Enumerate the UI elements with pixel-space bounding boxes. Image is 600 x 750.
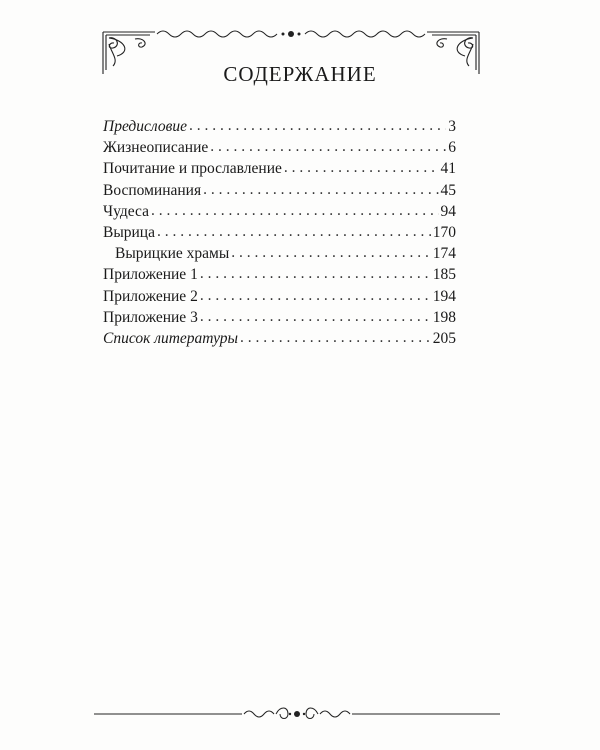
- toc-dot-leader: [151, 202, 439, 220]
- toc-page-number: 198: [432, 308, 456, 326]
- toc-dot-leader: [200, 308, 431, 326]
- toc-dot-leader: [157, 223, 431, 241]
- toc-row: [103, 160, 456, 181]
- toc-label: Приложение 2: [103, 287, 198, 305]
- toc-page-number: 174: [432, 245, 456, 263]
- toc-dot-leader: [200, 287, 431, 305]
- page-title: СОДЕРЖАНИЕ: [223, 62, 377, 86]
- toc-row: [103, 245, 456, 266]
- toc-dot-leader: [284, 159, 439, 177]
- toc-label: Почитание и прославление: [103, 160, 282, 178]
- toc-label: Воспоминания: [103, 181, 202, 199]
- toc-page-number: 41: [440, 160, 456, 178]
- toc-label: Приложение 3: [103, 308, 198, 326]
- toc-row: [103, 266, 456, 287]
- toc-dot-leader: [231, 244, 430, 262]
- toc-label: Список литературы: [103, 329, 239, 347]
- toc-row: [103, 139, 456, 160]
- toc-row: [103, 288, 456, 309]
- toc-page-number: 3: [448, 118, 456, 135]
- toc-dot-leader: [189, 117, 446, 135]
- toc-page-number: 205: [432, 329, 456, 347]
- toc-row: [103, 182, 456, 203]
- toc-label: Чудеса: [103, 202, 149, 220]
- toc-label: Вырица: [103, 223, 155, 241]
- toc-dot-leader: [203, 181, 438, 199]
- toc-page-number: 185: [432, 266, 456, 284]
- toc-page-number: 94: [440, 202, 456, 220]
- toc-page-number: 45: [440, 181, 456, 199]
- toc-page-number: 194: [432, 287, 456, 305]
- toc-dot-leader: [200, 265, 431, 283]
- toc-row: [103, 309, 456, 330]
- toc-page-number: 6: [448, 139, 456, 157]
- toc-row: [103, 330, 456, 351]
- toc-dot-leader: [240, 329, 431, 347]
- toc-row: [103, 224, 456, 245]
- bottom-rule-ornament-icon: [92, 704, 502, 724]
- toc-label: Вырицкие храмы: [115, 245, 230, 263]
- toc-label: Жизнеописание: [103, 139, 209, 157]
- toc-row: [103, 203, 456, 224]
- table-of-contents: [103, 118, 456, 351]
- toc-page-number: 170: [432, 223, 456, 241]
- toc-row: [103, 118, 456, 139]
- toc-label: Предисловие: [103, 118, 187, 135]
- toc-label: Приложение 1: [103, 266, 198, 284]
- toc-dot-leader: [210, 138, 446, 156]
